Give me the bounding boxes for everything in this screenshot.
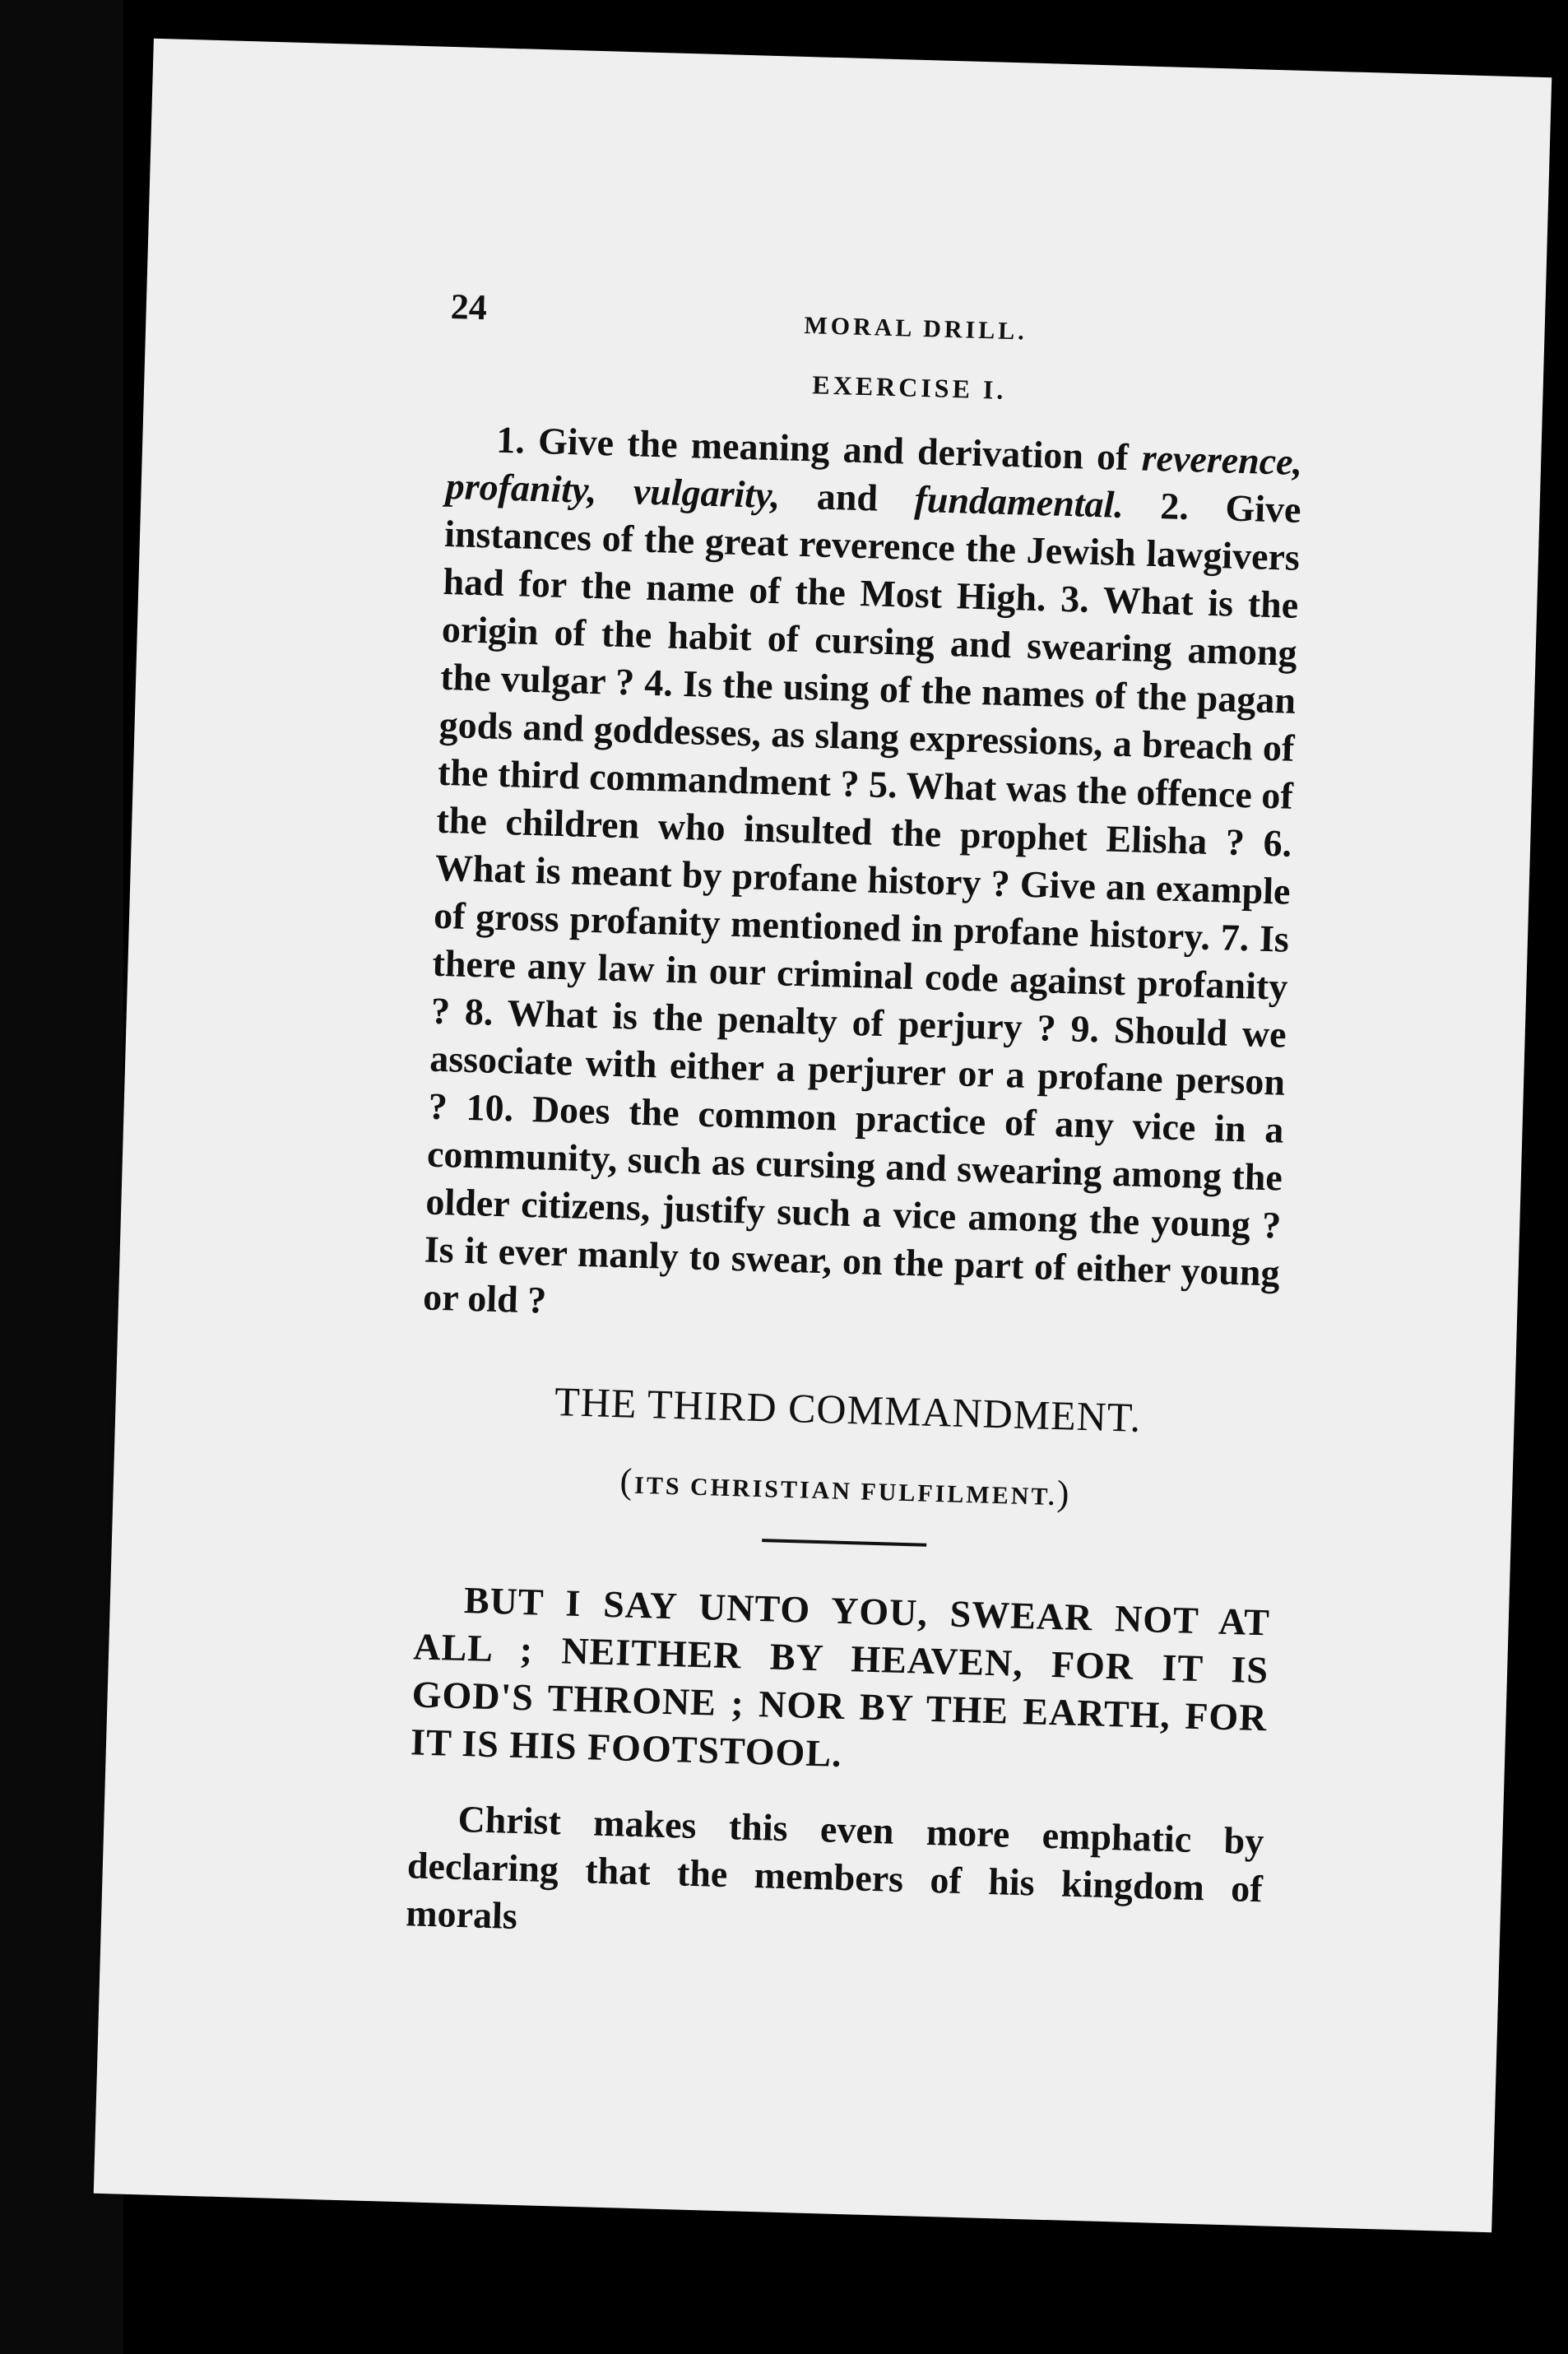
term-reverence: reverence, bbox=[1141, 436, 1303, 483]
scripture-quote: BUT I SAY UNTO YOU, SWEAR NOT AT ALL ; NEITHER BY HEAVEN, FOR IT IS GOD'S THRONE ; NOR BY THE EARTH, FOR IT IS HIS FOOTSTOOL. bbox=[410, 1579, 1271, 1775]
question-1-text: 1. Give the meaning and derivation of bbox=[495, 418, 1143, 479]
exercise-heading: EXERCISE I. bbox=[811, 369, 1007, 405]
exercise-questions bbox=[423, 415, 1303, 1345]
conjunction: and bbox=[779, 474, 916, 520]
questions-2-to-10: 2. Give instances of the great reverence the Jewish lawgivers had for the name of the Most High. 3. What is the origin of the habit of cursing and swearing among the vulgar ? 4. Is the using of the names of the pagan gods and goddesses, as slang expressions, a breach of the third commandment ? 5. What was the offence of the children who insulted the prophet Elisha ? 6. What is meant by profane history ? Give an example of gross profanity mentioned in profane history. 7. Is there any law in our criminal code against profanity ? 8. What is the penalty of perjury ? 9. Should we associate with either a perjurer or a profane person ? 10. Does the common practice of any vice in a community, such as cursing and swearing among the older citizens, justify such a vice among the young ? Is it ever manly to swear, on the part of either young or old ? bbox=[422, 483, 1302, 1321]
body-paragraph: Christ makes this even more emphatic by declaring that the members of his kingdom of morals bbox=[405, 1797, 1264, 1937]
section-divider bbox=[762, 1539, 926, 1547]
term-profanity-vulgarity: profanity, vulgarity, bbox=[445, 464, 782, 517]
section-subtitle bbox=[418, 1454, 1274, 1520]
page-content bbox=[406, 286, 1307, 1961]
running-title: MORAL DRILL. bbox=[804, 311, 1028, 346]
close-paren: ) bbox=[1056, 1473, 1073, 1514]
subtitle-text: ITS CHRISTIAN FULFILMENT. bbox=[633, 1471, 1058, 1511]
term-fundamental: fundamental. bbox=[913, 477, 1125, 526]
running-head bbox=[450, 286, 1306, 359]
book-page bbox=[94, 39, 1552, 2232]
section-title: THE THIRD COMMANDMENT. bbox=[554, 1378, 1142, 1441]
open-paren: ( bbox=[619, 1460, 636, 1502]
page-number: 24 bbox=[450, 286, 488, 328]
